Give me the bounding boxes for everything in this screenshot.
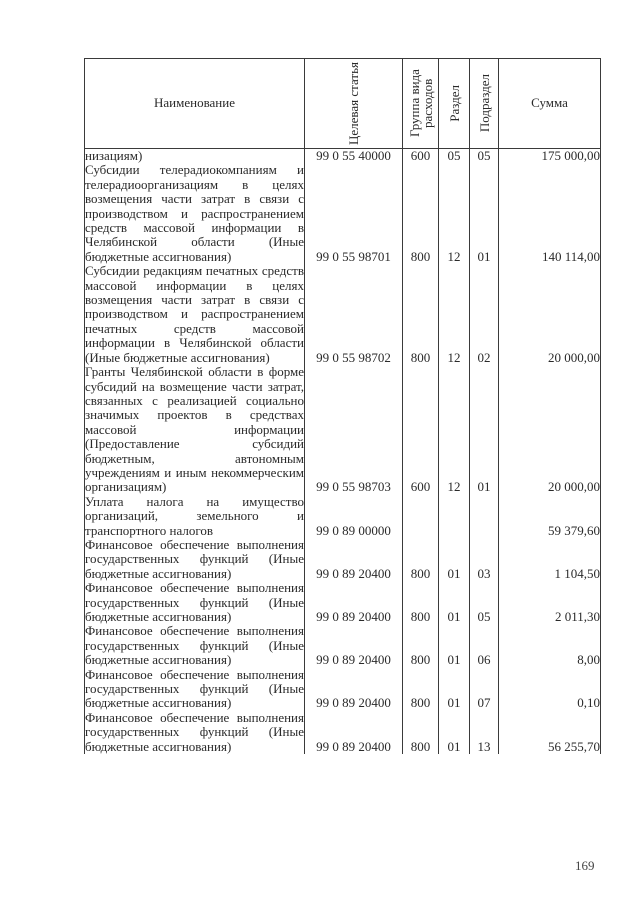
table-row	[85, 624, 601, 667]
row-group: 800	[403, 668, 439, 711]
table-header-row	[85, 59, 601, 149]
row-group: 800	[403, 538, 439, 581]
table-row	[85, 365, 601, 495]
row-name: Финансовое обеспечение выполнения государственных функций (Иные бюджетные ассигнования)	[85, 580, 304, 624]
table-row	[85, 538, 601, 581]
row-name: Субсидии телерадиокомпаниям и телерадиоорганизациям в целях возмещения части затрат в связи с производством и распространением средств массовой информации в Челябинской области (Иные бюджетные ассигнования)	[85, 162, 304, 264]
row-section: 01	[439, 538, 470, 581]
row-code: 99 0 55 40000	[305, 149, 403, 164]
row-amount: 8,00	[499, 624, 601, 667]
row-subsection: 03	[470, 538, 499, 581]
row-amount: 2 011,30	[499, 581, 601, 624]
row-section: 01	[439, 624, 470, 667]
row-code: 99 0 89 20400	[305, 624, 403, 667]
row-group: 600	[403, 149, 439, 164]
row-amount: 20 000,00	[499, 264, 601, 365]
row-name: Гранты Челябинской области в форме субсидий на возмещение части затрат, связанных с реализацией социально значимых проектов в средствах массовой информации (Предоставление субсидий бюджетным, автономным учреждениям и иным некоммерческим организациям)	[85, 364, 304, 495]
row-section: 12	[439, 163, 470, 264]
row-name: Финансовое обеспечение выполнения государственных функций (Иные бюджетные ассигнования)	[85, 623, 304, 668]
row-subsection: 07	[470, 668, 499, 711]
row-section: 05	[439, 149, 470, 164]
row-group: 800	[403, 264, 439, 365]
budget-table	[84, 58, 601, 754]
row-code: 99 0 55 98703	[305, 365, 403, 495]
row-subsection: 13	[470, 711, 499, 754]
row-amount: 20 000,00	[499, 365, 601, 495]
row-subsection: 01	[470, 365, 499, 495]
header-section-label: Раздел	[446, 85, 462, 122]
header-subsection-label: Подраздел	[476, 74, 492, 133]
header-subsection	[470, 59, 499, 149]
row-subsection: 02	[470, 264, 499, 365]
row-name: Уплата налога на имущество организаций, земельного и транспортного налогов	[85, 493, 304, 538]
row-amount: 59 379,60	[499, 495, 601, 538]
row-amount: 175 000,00	[499, 149, 601, 164]
row-subsection: 05	[470, 149, 499, 164]
table-row	[85, 581, 601, 624]
row-group: 800	[403, 581, 439, 624]
header-section	[439, 59, 470, 149]
row-section	[439, 495, 470, 538]
row-section: 01	[439, 668, 470, 711]
header-target-article-label: Целевая статья	[346, 61, 361, 145]
row-section: 12	[439, 365, 470, 495]
row-amount: 56 255,70	[499, 711, 601, 754]
table-row	[85, 711, 601, 754]
row-code: 99 0 89 20400	[305, 538, 403, 581]
row-code: 99 0 89 20400	[305, 711, 403, 754]
row-subsection: 01	[470, 163, 499, 264]
row-group: 800	[403, 711, 439, 754]
row-subsection: 05	[470, 581, 499, 624]
row-code: 99 0 89 00000	[305, 495, 403, 538]
row-name: низациям)	[85, 149, 305, 164]
row-name: Субсидии редакциям печатных средств массовой информации в целях возмещения части затрат в связи с производством и распространением печатных средств массовой информации в Челябинской области (Иные бюджетные ассигнования)	[85, 263, 304, 365]
row-amount: 1 104,50	[499, 538, 601, 581]
table-row	[85, 668, 601, 711]
header-amount: Сумма	[499, 59, 601, 149]
row-name: Финансовое обеспечение выполнения государственных функций (Иные бюджетные ассигнования)	[85, 536, 304, 581]
row-group: 600	[403, 365, 439, 495]
header-expense-group	[403, 59, 439, 149]
table-row	[85, 264, 601, 365]
header-expense-group-label: Группа вида расходов	[406, 69, 435, 138]
row-group: 800	[403, 624, 439, 667]
table-body	[85, 149, 601, 755]
row-amount: 0,10	[499, 668, 601, 711]
table-row	[85, 163, 601, 264]
row-name: Финансовое обеспечение выполнения государственных функций (Иные бюджетные ассигнования)	[85, 666, 304, 711]
row-name: Финансовое обеспечение выполнения государственных функций (Иные бюджетные ассигнования)	[85, 709, 304, 754]
row-subsection	[470, 495, 499, 538]
row-group	[403, 495, 439, 538]
row-section: 12	[439, 264, 470, 365]
table-row	[85, 495, 601, 538]
row-section: 01	[439, 581, 470, 624]
row-code: 99 0 89 20400	[305, 668, 403, 711]
row-code: 99 0 89 20400	[305, 581, 403, 624]
row-group: 800	[403, 163, 439, 264]
page-number: 169	[575, 858, 595, 873]
row-section: 01	[439, 711, 470, 754]
header-name: Наименование	[85, 59, 305, 149]
row-code: 99 0 55 98701	[305, 163, 403, 264]
row-amount: 140 114,00	[499, 163, 601, 264]
row-subsection: 06	[470, 624, 499, 667]
table-row	[85, 149, 601, 164]
header-target-article	[305, 59, 403, 149]
row-code: 99 0 55 98702	[305, 264, 403, 365]
